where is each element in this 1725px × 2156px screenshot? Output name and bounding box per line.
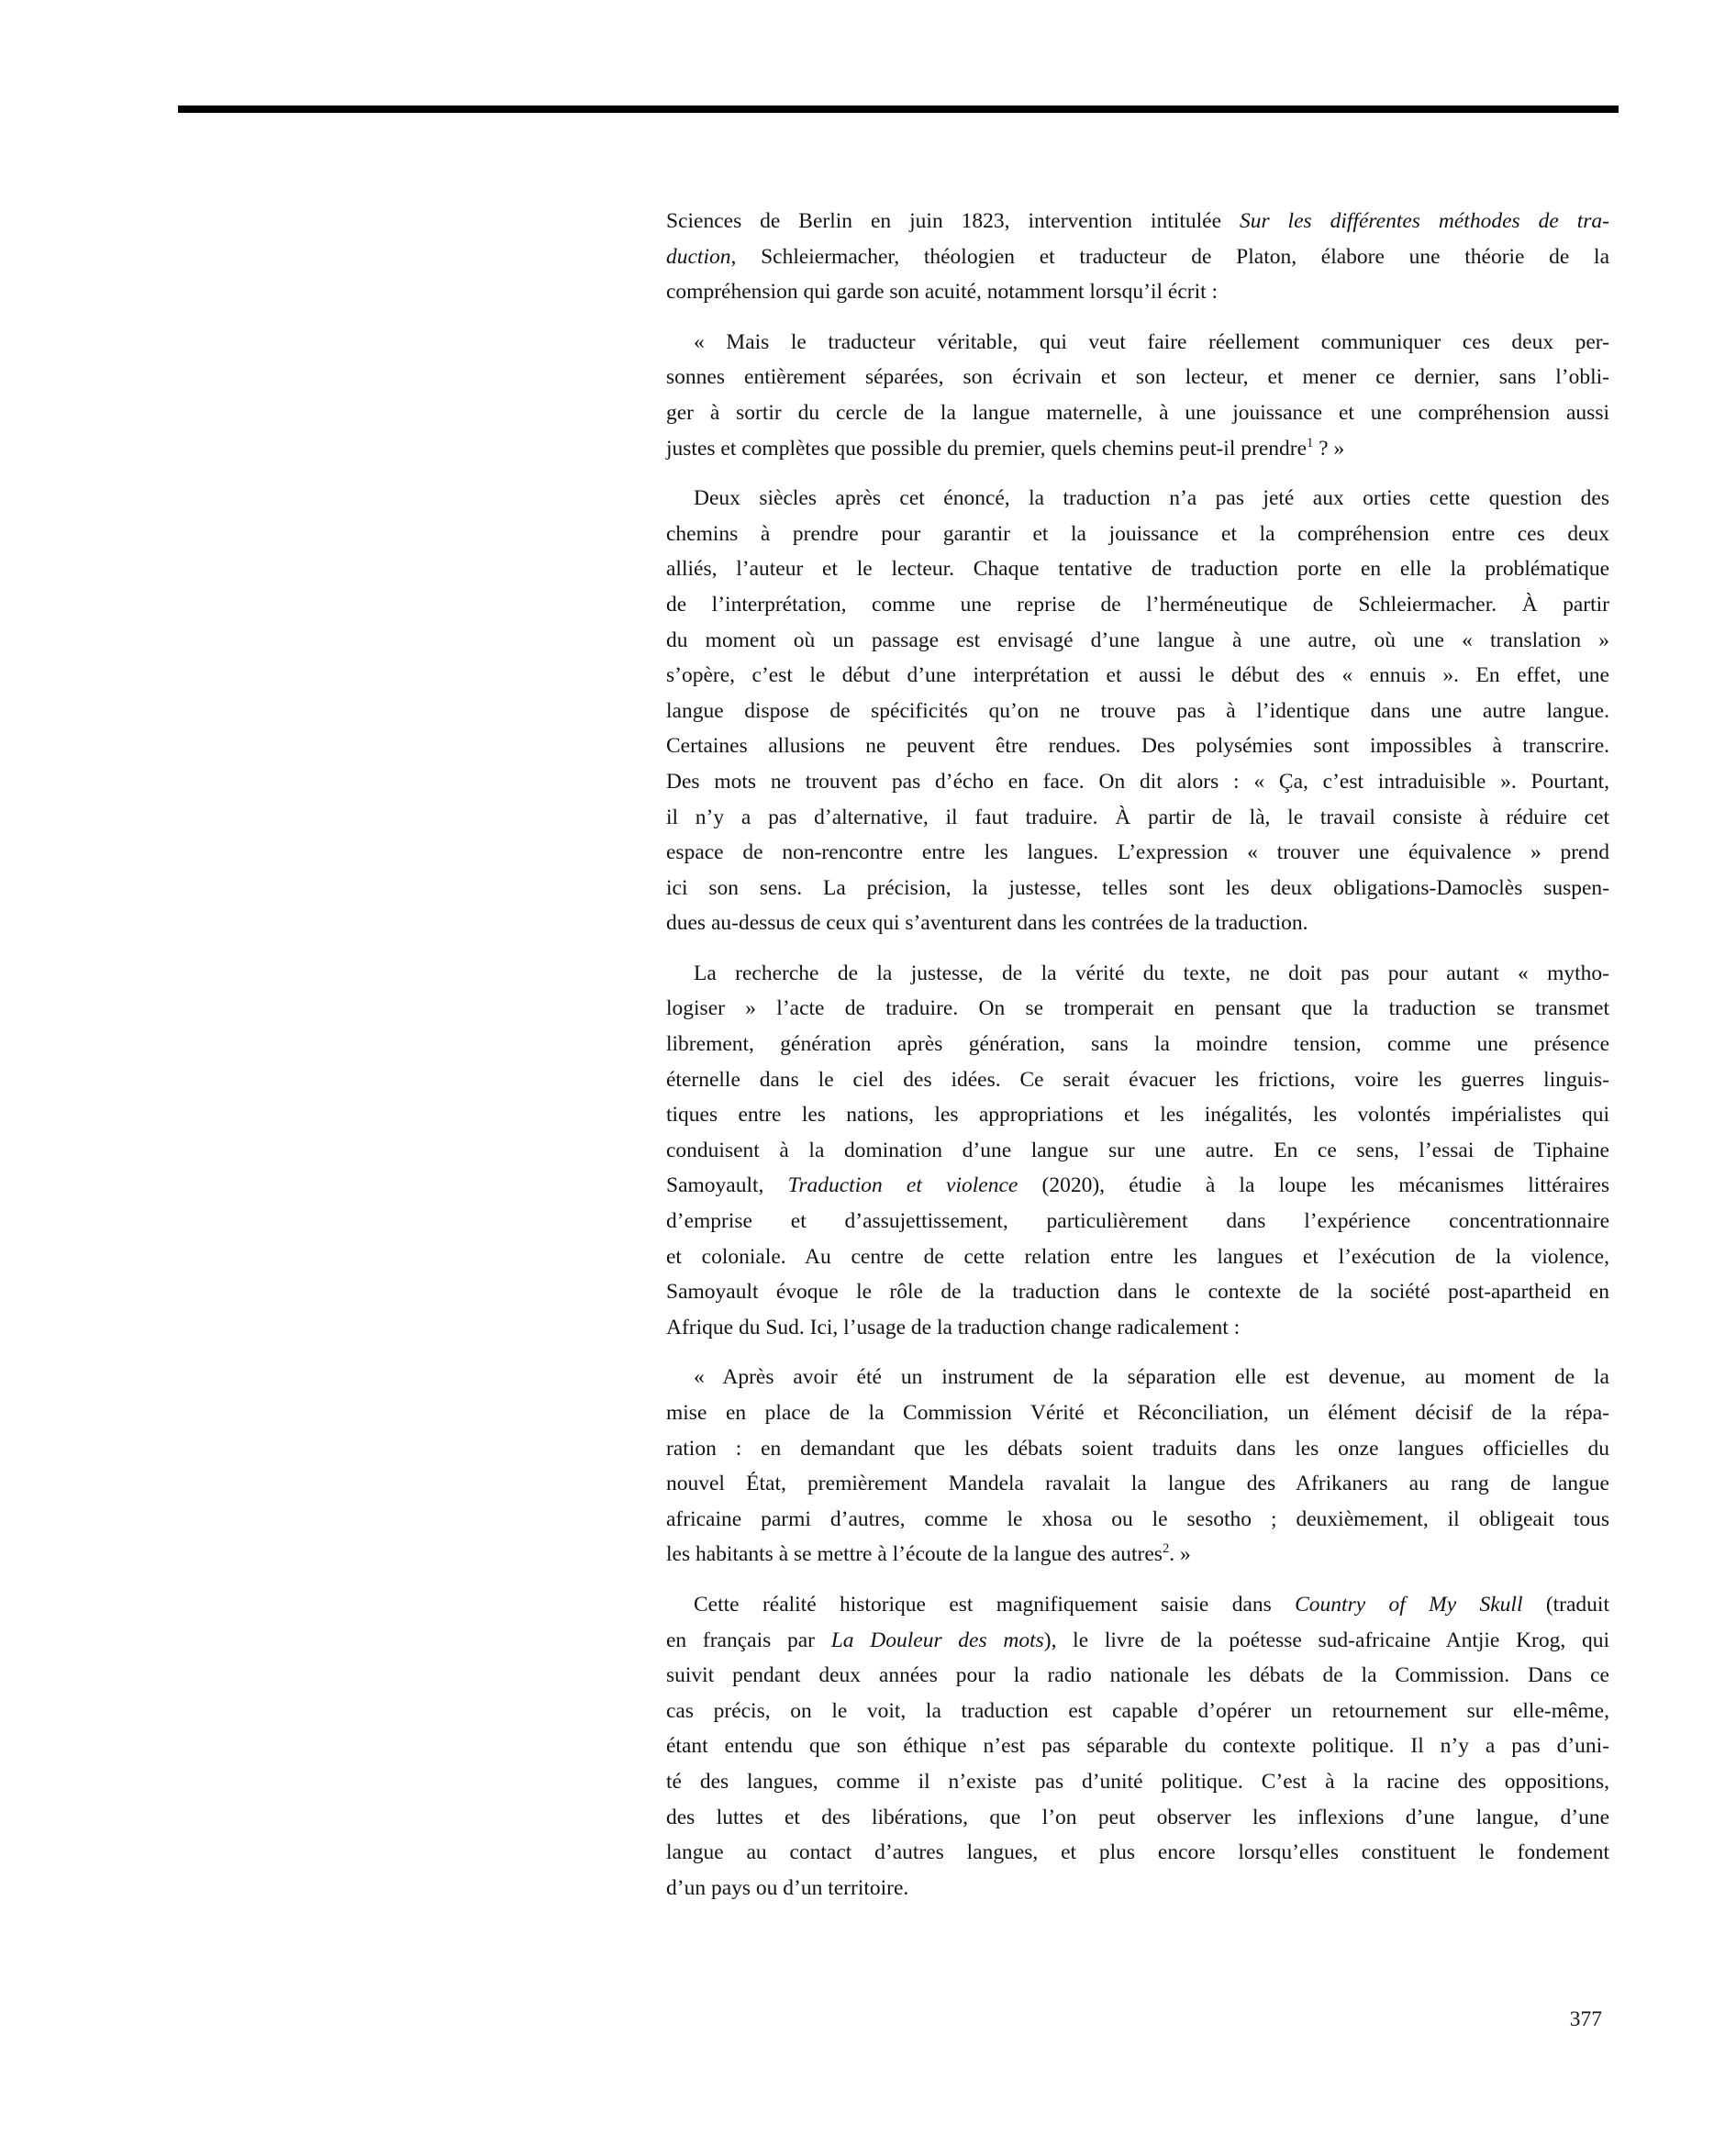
- text-line: d’emprise et d’assujettissement, particulièrement dans l’expérience concentrationnaire: [666, 1209, 1609, 1234]
- text-line: mise en place de la Commission Vérité et Réconciliation, un élément décisif de la répa-: [666, 1401, 1609, 1425]
- text-line: en français par La Douleur des mots), le livre de la poétesse sud-africaine Antjie Krog, qui: [666, 1628, 1609, 1652]
- text-line: suivit pendant deux années pour la radio nationale les débats de la Commission. Dans ce: [666, 1663, 1609, 1688]
- top-rule: [178, 106, 1619, 113]
- text-line: Samoyault, Traduction et violence (2020), étudie à la loupe les mécanismes littéraires: [666, 1173, 1609, 1198]
- text-line: Certaines allusions ne peuvent être rendues. Des polysémies sont impossibles à transcrire.: [666, 734, 1609, 759]
- text-line: « Après avoir été un instrument de la séparation elle est devenue, au moment de la: [694, 1365, 1609, 1390]
- body-paragraph: [666, 481, 1609, 941]
- text-line: dues au-dessus de ceux qui s’aventurent dans les contrées de la traduction.: [666, 911, 1308, 936]
- text-line: logiser » l’acte de traduire. On se tromperait en pensant que la traduction se transmet: [666, 996, 1609, 1021]
- quote-paragraph: [666, 1360, 1609, 1573]
- text-line: tiques entre les nations, les appropriations et les inégalités, les volontés impérialistes qui: [666, 1103, 1609, 1128]
- text-line: alliés, l’auteur et le lecteur. Chaque tentative de traduction porte en elle la problématique: [666, 557, 1609, 582]
- text-line: Cette réalité historique est magnifiquement saisie dans Country of My Skull (traduit: [694, 1592, 1609, 1617]
- text-line: il n’y a pas d’alternative, il faut traduire. À partir de là, le travail consiste à réduire cet: [666, 805, 1609, 829]
- text-line: La recherche de la justesse, de la vérité du texte, ne doit pas pour autant « mytho-: [694, 961, 1609, 985]
- text-line: té des langues, comme il n’existe pas d’unité politique. C’est à la racine des oppositions,: [666, 1769, 1609, 1794]
- text-line: s’opère, c’est le début d’une interprétation et aussi le début des « ennuis ». En effet, une: [666, 663, 1609, 688]
- text-line: ration : en demandant que les débats soient traduits dans les onze langues officielles du: [666, 1436, 1609, 1461]
- text-line: chemins à prendre pour garantir et la jouissance et la compréhension entre ces deux: [666, 521, 1609, 546]
- text-line: ger à sortir du cercle de la langue maternelle, à une jouissance et une compréhension aussi: [666, 400, 1609, 425]
- text-line: les habitants à se mettre à l’écoute de la langue des autres$^2$. »: [666, 1541, 1191, 1567]
- text-column: [666, 204, 1609, 1906]
- text-line: étant entendu que son éthique n’est pas séparable du contexte politique. Il n’y a pas d’uni-: [666, 1734, 1609, 1759]
- text-line: Samoyault évoque le rôle de la traduction dans le contexte de la société post-apartheid en: [666, 1280, 1609, 1305]
- text-line: compréhension qui garde son acuité, notamment lorsqu’il écrit :: [666, 280, 1219, 305]
- body-paragraph: [666, 956, 1609, 1346]
- text-line: de l’interprétation, comme une reprise de l’herméneutique de Schleiermacher. À partir: [666, 592, 1609, 617]
- text-line: des luttes et des libérations, que l’on peut observer les inflexions d’une langue, d’une: [666, 1805, 1609, 1829]
- text-line: du moment où un passage est envisagé d’une langue à une autre, où une « translation »: [666, 628, 1609, 652]
- text-line: cas précis, on le voit, la traduction est capable d’opérer un retournement sur elle-même,: [666, 1698, 1609, 1723]
- text-line: conduisent à la domination d’une langue sur une autre. En ce sens, l’essai de Tiphaine: [666, 1138, 1609, 1162]
- text-line: Deux siècles après cet énoncé, la traduction n’a pas jeté aux orties cette question des: [694, 486, 1609, 511]
- text-line: ici son sens. La précision, la justesse, telles sont les deux obligations-Damoclès suspen-: [666, 875, 1609, 900]
- text-line: Des mots ne trouvent pas d’écho en face. On dit alors : « Ça, c’est intraduisible ». Pourtant,: [666, 769, 1609, 794]
- page-number: 377: [1569, 2007, 1602, 2031]
- text-line: langue au contact d’autres langues, et plus encore lorsqu’elles constituent le fondement: [666, 1840, 1609, 1865]
- body-paragraph: [666, 204, 1609, 310]
- quote-paragraph: [666, 325, 1609, 466]
- text-line: Afrique du Sud. Ici, l’usage de la traduction change radicalement :: [666, 1315, 1241, 1339]
- text-line: langue dispose de spécificités qu’on ne trouve pas à l’identique dans une autre langue.: [666, 698, 1609, 723]
- text-line: sonnes entièrement séparées, son écrivain et son lecteur, et mener ce dernier, sans l’obli-: [666, 365, 1609, 390]
- text-line: Sciences de Berlin en juin 1823, intervention intitulée Sur les différentes méthodes de tra-: [666, 209, 1609, 233]
- text-line: éternelle dans le ciel des idées. Ce serait évacuer les frictions, voire les guerres linguis-: [666, 1067, 1609, 1092]
- text-line: duction, Schleiermacher, théologien et traducteur de Platon, élabore une théorie de la: [666, 244, 1609, 269]
- text-line: librement, génération après génération, sans la moindre tension, comme une présence: [666, 1032, 1609, 1057]
- text-line: espace de non-rencontre entre les langues. L’expression « trouver une équivalence » prend: [666, 840, 1609, 865]
- text-line: « Mais le traducteur véritable, qui veut faire réellement communiquer ces deux per-: [694, 329, 1609, 354]
- text-line: nouvel État, premièrement Mandela ravalait la langue des Afrikaners au rang de langue: [666, 1472, 1609, 1496]
- text-line: africaine parmi d’autres, comme le xhosa ou le sesotho ; deuxièmement, il obligeait tous: [666, 1506, 1609, 1531]
- text-line: justes et complètes que possible du premier, quels chemins peut-il prendre$^1$ ? »: [666, 435, 1345, 461]
- text-line: d’un pays ou d’un territoire.: [666, 1875, 909, 1900]
- text-line: et coloniale. Au centre de cette relation entre les langues et l’exécution de la violence,: [666, 1244, 1609, 1269]
- body-paragraph: [666, 1587, 1609, 1906]
